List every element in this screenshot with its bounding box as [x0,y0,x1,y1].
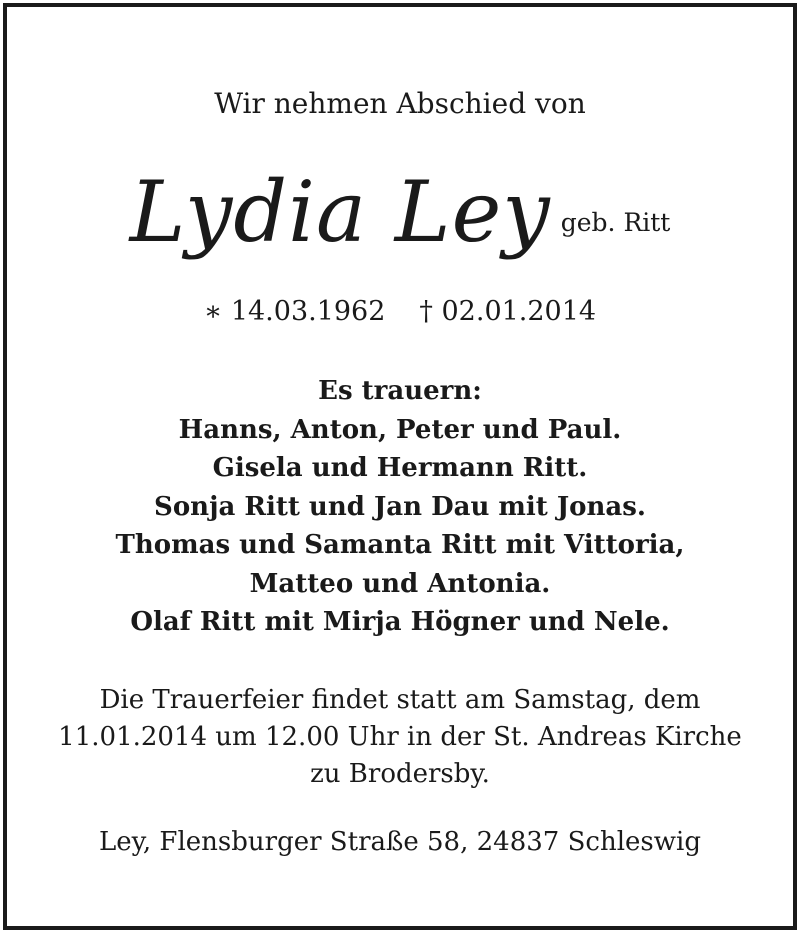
deceased-name: Lydia Ley [129,163,551,261]
mourner-line: Matteo und Antonia. [249,568,551,599]
mourners-heading: Es trauern: [318,376,482,406]
birth-date: ∗ 14.03.1962 [203,296,386,327]
obituary-notice [3,3,797,930]
service-line: 11.01.2014 um 12.00 Uhr in der St. Andreas Kirche [58,722,742,752]
service-line: zu Brodersby. [310,759,490,789]
mourner-line: Gisela und Hermann Ritt. [212,453,588,483]
mourner-line: Thomas und Samanta Ritt mit Vittoria, [115,530,685,560]
family-address: Ley, Flensburger Straße 58, 24837 Schleswig [99,827,701,857]
mourner-line: Olaf Ritt mit Mirja Högner und Nele. [130,607,670,637]
death-date: † 02.01.2014 [419,296,597,327]
intro-text: Wir nehmen Abschied von [214,87,586,120]
mourner-line: Sonja Ritt und Jan Dau mit Jonas. [154,491,646,522]
service-info [7,682,793,793]
service-line: Die Trauerfeier findet statt am Samstag, dem [99,685,701,715]
mourner-line: Hanns, Anton, Peter und Paul. [178,414,622,445]
name-row [7,162,793,262]
maiden-name: geb. Ritt [560,208,671,237]
mourners-block [7,372,793,642]
life-dates [7,295,793,329]
